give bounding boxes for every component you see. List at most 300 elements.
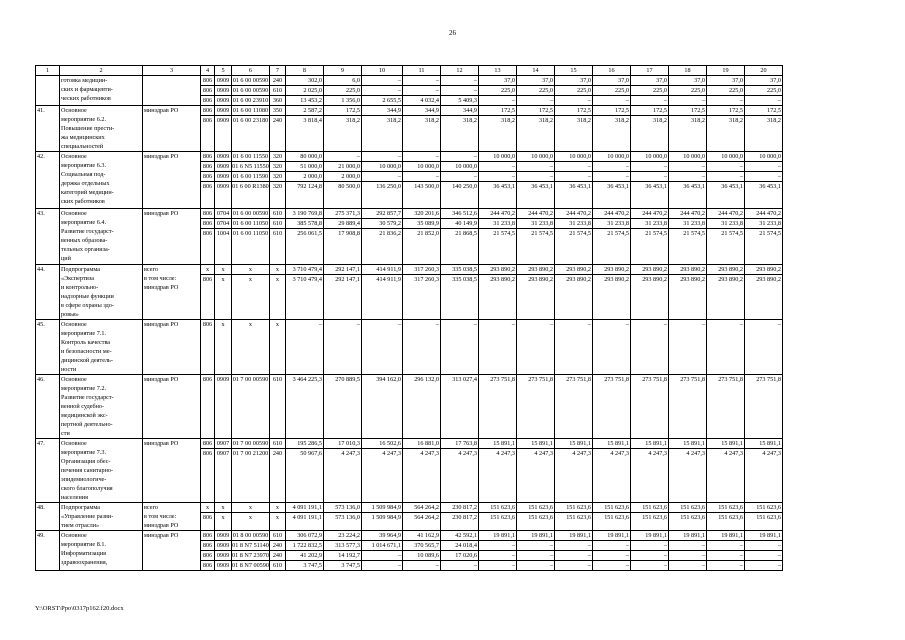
program-name-line: Социальная под-: [61, 171, 106, 178]
column-header: 18: [668, 66, 706, 76]
value-cell: –: [478, 541, 516, 551]
budget-table: [35, 65, 783, 571]
value-cell: –: [668, 320, 706, 375]
value-cell: 225,0: [478, 86, 516, 96]
column-header: 17: [630, 66, 668, 76]
value-cell: –: [440, 561, 478, 571]
value-cell: 10 000,0: [478, 152, 516, 162]
code-cell: 01 6 00 R1380: [232, 182, 270, 209]
value-cell: 3 747,5: [323, 561, 361, 571]
program-name-line: Основное: [61, 376, 87, 383]
value-cell: –: [516, 561, 554, 571]
value-cell: 30 579,2: [361, 219, 402, 229]
program-name: [60, 265, 143, 320]
value-cell: 2 000,0: [323, 172, 361, 182]
code-cell: 0909: [215, 86, 232, 96]
value-cell: 15 891,1: [668, 439, 706, 449]
code-cell: 240: [269, 449, 285, 503]
row-number: 47.: [36, 439, 60, 503]
value-cell: 318,2: [554, 116, 592, 152]
program-name-line: Основное: [61, 532, 87, 539]
value-cell: –: [402, 76, 440, 86]
value-cell: 293 890,2: [478, 275, 516, 320]
code-cell: 0909: [215, 96, 232, 106]
value-cell: 296 132,0: [402, 375, 440, 439]
value-cell: 151 623,6: [554, 513, 592, 531]
value-cell: –: [478, 162, 516, 172]
value-cell: 19 891,1: [744, 531, 782, 541]
value-cell: 318,2: [361, 116, 402, 152]
value-cell: 318,2: [478, 116, 516, 152]
value-cell: –: [554, 551, 592, 561]
code-cell: 01 7 00 00590: [232, 375, 270, 439]
value-cell: 225,0: [668, 86, 706, 96]
value-cell: –: [516, 172, 554, 182]
value-cell: 573 136,0: [323, 513, 361, 531]
value-cell: 293 890,2: [706, 275, 744, 320]
value-cell: 172,5: [554, 106, 592, 116]
value-cell: 1 509 984,9: [361, 503, 402, 513]
value-cell: 15 891,1: [592, 439, 630, 449]
value-cell: 256 061,5: [285, 229, 323, 265]
column-header: 7: [269, 66, 285, 76]
value-cell: 293 890,2: [706, 265, 744, 275]
value-cell: 151 623,6: [554, 503, 592, 513]
value-cell: 2 025,0: [285, 86, 323, 96]
code-cell: 320: [269, 152, 285, 162]
code-cell: 0909: [215, 152, 232, 162]
value-cell: –: [592, 320, 630, 375]
value-cell: 318,2: [516, 116, 554, 152]
column-header: 3: [143, 66, 201, 76]
value-cell: 293 890,2: [668, 275, 706, 320]
value-cell: 151 623,6: [668, 513, 706, 531]
value-cell: –: [592, 561, 630, 571]
value-cell: 335 038,5: [440, 275, 478, 320]
value-cell: 10 000,0: [592, 152, 630, 162]
code-cell: 01 8 00 00590: [232, 532, 269, 539]
code-cell: 610: [269, 86, 285, 96]
value-cell: 10 000,0: [440, 162, 478, 172]
code-cell: 01 6 00 11050: [232, 229, 270, 265]
value-cell: 370 565,7: [402, 541, 440, 551]
value-cell: 21 000,0: [323, 162, 361, 172]
value-cell: 293 890,2: [744, 275, 782, 320]
column-header: 19: [706, 66, 744, 76]
value-cell: –: [323, 320, 361, 375]
code-cell: x: [232, 265, 270, 275]
value-cell: 317 260,3: [402, 265, 440, 275]
value-cell: 172,5: [323, 106, 361, 116]
code-cell: 0909: [215, 76, 232, 86]
value-cell: –: [592, 96, 630, 106]
value-cell: 51 000,0: [285, 162, 323, 172]
value-cell: 306 072,9: [285, 531, 323, 541]
value-cell: 172,5: [706, 106, 744, 116]
code-cell: 806: [201, 209, 215, 219]
value-cell: 36 453,1: [554, 182, 592, 209]
value-cell: –: [554, 96, 592, 106]
value-cell: 31 233,8: [668, 219, 706, 229]
table-row: [36, 265, 783, 275]
code-cell: 01 8 N7 23970: [232, 552, 269, 559]
value-cell: 3 747,5: [285, 561, 323, 571]
value-cell: 1 509 984,9: [361, 513, 402, 531]
value-cell: –: [630, 172, 668, 182]
value-cell: 21 574,5: [706, 229, 744, 265]
value-cell: 31 233,8: [630, 219, 668, 229]
value-cell: 302,0: [285, 76, 323, 86]
value-cell: 80 500,0: [323, 182, 361, 209]
value-cell: 17 020,6: [440, 551, 478, 561]
code-cell: 1004: [215, 229, 232, 265]
program-name-line: ций: [61, 255, 71, 262]
code-cell: 806: [201, 172, 215, 182]
value-cell: 318,2: [592, 116, 630, 152]
value-cell: –: [516, 541, 554, 551]
code-cell: 0909: [215, 541, 232, 551]
value-cell: –: [592, 551, 630, 561]
program-name-line: жа медицинских: [61, 134, 105, 141]
value-cell: 21 574,5: [592, 229, 630, 265]
value-cell: 15 891,1: [516, 439, 554, 449]
code-cell: 806: [201, 152, 215, 162]
value-cell: 35 089,9: [402, 219, 440, 229]
value-cell: –: [440, 152, 478, 162]
value-cell: 2 655,5: [361, 96, 402, 106]
program-name-line: держка отдельных: [61, 180, 110, 187]
value-cell: –: [478, 172, 516, 182]
value-cell: 19 891,1: [592, 531, 630, 541]
column-header: 2: [60, 66, 143, 76]
value-cell: 36 453,1: [630, 182, 668, 209]
value-cell: –: [361, 152, 402, 162]
value-cell: 2 587,2: [285, 106, 323, 116]
value-cell: 275 371,3: [323, 209, 361, 219]
footer-file-path: Y:\ORST\Ppo\0317p162.f20.docx: [35, 605, 124, 612]
value-cell: 21 574,5: [744, 229, 782, 265]
value-cell: –: [478, 96, 516, 106]
table-row: [36, 320, 783, 375]
value-cell: 318,2: [706, 116, 744, 152]
value-cell: 225,0: [554, 86, 592, 96]
value-cell: 31 233,8: [744, 219, 782, 229]
value-cell: 4 247,3: [516, 449, 554, 503]
value-cell: –: [668, 561, 706, 571]
executor-line: в том числе:: [144, 275, 177, 282]
value-cell: 4 247,3: [706, 449, 744, 503]
program-name-line: ности: [61, 366, 77, 373]
table-row: [36, 375, 783, 439]
value-cell: 3 710 479,4: [285, 275, 323, 320]
value-cell: 573 136,0: [323, 503, 361, 513]
column-header: 9: [323, 66, 361, 76]
value-cell: 2 000,0: [285, 172, 323, 182]
value-cell: 564 264,2: [402, 503, 440, 513]
column-header: 11: [402, 66, 440, 76]
code-cell: 806: [201, 219, 215, 229]
value-cell: –: [706, 96, 744, 106]
program-name-line: Подпрограмма: [61, 504, 100, 511]
value-cell: 344,9: [440, 106, 478, 116]
code-cell: x: [269, 320, 285, 375]
value-cell: 273 751,8: [630, 375, 668, 439]
code-cell: 0704: [215, 209, 232, 219]
program-name: [60, 76, 143, 106]
program-name-line: и контрольно-: [61, 284, 99, 291]
value-cell: 230 817,2: [440, 503, 478, 513]
page-number: 26: [449, 29, 456, 37]
code-cell: 0909: [215, 551, 232, 561]
value-cell: 151 623,6: [744, 503, 782, 513]
value-cell: 36 453,1: [592, 182, 630, 209]
code-cell: x: [232, 503, 270, 513]
value-cell: 40 149,9: [440, 219, 478, 229]
program-name-line: печения санитарно-: [61, 467, 114, 474]
code-cell: 01 6 N5 11550: [232, 163, 269, 170]
value-cell: 1 722 832,5: [285, 541, 323, 551]
code-cell: x: [201, 503, 215, 513]
column-header: 5: [215, 66, 232, 76]
value-cell: 151 623,6: [478, 503, 516, 513]
program-name-line: мероприятие 6.4.: [61, 219, 107, 226]
value-cell: 293 890,2: [744, 265, 782, 275]
value-cell: 792 124,8: [285, 182, 323, 209]
code-cell: 01 8 N7 51140: [232, 542, 269, 549]
value-cell: –: [668, 541, 706, 551]
value-cell: 151 623,6: [668, 503, 706, 513]
value-cell: 31 233,8: [554, 219, 592, 229]
value-cell: –: [478, 320, 516, 375]
program-name-line: Подпрограмма: [61, 266, 100, 273]
program-name-line: ских работников: [61, 198, 105, 205]
program-name-line: здравоохранения,: [61, 559, 108, 566]
value-cell: –: [706, 162, 744, 172]
value-cell: –: [516, 96, 554, 106]
row-number: 42.: [36, 152, 60, 209]
code-cell: 01 7 00 00590: [232, 440, 269, 447]
code-cell: 01 6 00 11590: [232, 173, 269, 180]
value-cell: –: [668, 162, 706, 172]
program-name: [60, 503, 143, 531]
value-cell: 80 000,0: [285, 152, 323, 162]
code-cell: 01 6 00 23910: [232, 97, 269, 104]
value-cell: –: [630, 96, 668, 106]
value-cell: –: [744, 561, 782, 571]
executor: [143, 503, 201, 531]
table-row: [36, 152, 783, 162]
value-cell: 292 857,7: [361, 209, 402, 219]
value-cell: –: [361, 320, 402, 375]
value-cell: 21 852,0: [402, 229, 440, 265]
value-cell: 15 891,1: [478, 439, 516, 449]
value-cell: 21 868,5: [440, 229, 478, 265]
value-cell: 244 470,2: [744, 209, 782, 219]
value-cell: 172,5: [630, 106, 668, 116]
value-cell: –: [706, 561, 744, 571]
code-cell: x: [232, 513, 270, 531]
value-cell: 10 000,0: [402, 162, 440, 172]
table-row: [36, 209, 783, 219]
code-cell: 806: [201, 320, 215, 375]
program-name-line: населения: [61, 494, 88, 501]
value-cell: 19 891,1: [516, 531, 554, 541]
value-cell: –: [554, 561, 592, 571]
program-name-line: венной судебно-: [61, 403, 105, 410]
program-name-line: Информатизация: [61, 550, 107, 557]
code-cell: 610: [269, 531, 285, 541]
value-cell: 19 891,1: [478, 531, 516, 541]
value-cell: 36 453,1: [668, 182, 706, 209]
code-cell: 01 8 N7 00590: [232, 562, 269, 569]
value-cell: 5 409,3: [440, 96, 478, 106]
value-cell: 293 890,2: [592, 265, 630, 275]
value-cell: 244 470,2: [516, 209, 554, 219]
value-cell: –: [402, 86, 440, 96]
executor: минздрав РО: [143, 375, 201, 439]
row-number: 48.: [36, 503, 60, 531]
value-cell: –: [592, 541, 630, 551]
executor-line: в том числе:: [144, 513, 177, 520]
code-cell: 0909: [215, 116, 232, 152]
code-cell: 0907: [215, 449, 232, 503]
table-row: [36, 531, 783, 541]
value-cell: 6,0: [323, 76, 361, 86]
value-cell: 172,5: [744, 106, 782, 116]
code-cell: 0907: [215, 439, 232, 449]
value-cell: 293 890,2: [554, 275, 592, 320]
value-cell: –: [402, 152, 440, 162]
value-cell: 244 470,2: [630, 209, 668, 219]
value-cell: –: [744, 551, 782, 561]
value-cell: 313 577,3: [323, 541, 361, 551]
program-name-line: Основное: [61, 321, 87, 328]
value-cell: 4 247,3: [554, 449, 592, 503]
program-name-line: Основное: [61, 107, 87, 114]
code-cell: 0909: [215, 531, 232, 541]
row-number: 49.: [36, 531, 60, 571]
value-cell: –: [592, 172, 630, 182]
code-cell: 0909: [215, 375, 232, 439]
row-number: 46.: [36, 375, 60, 439]
value-cell: 172,5: [516, 106, 554, 116]
value-cell: 273 751,8: [592, 375, 630, 439]
value-cell: 151 623,6: [706, 513, 744, 531]
value-cell: –: [592, 162, 630, 172]
code-cell: 01 6 00 23180: [232, 116, 270, 152]
program-name-line: мероприятие 6.3.: [61, 162, 107, 169]
value-cell: 31 233,8: [592, 219, 630, 229]
value-cell: 394 162,0: [361, 375, 402, 439]
code-cell: 320: [269, 162, 285, 172]
code-cell: 0909: [215, 182, 232, 209]
program-name-line: венных образова-: [61, 237, 108, 244]
value-cell: 136 250,0: [361, 182, 402, 209]
value-cell: 19 891,1: [554, 531, 592, 541]
program-name-line: тельных организа-: [61, 246, 110, 253]
program-name: [60, 152, 143, 209]
program-name-line: мероприятие 6.2.: [61, 116, 107, 123]
value-cell: 4 247,3: [361, 449, 402, 503]
value-cell: 3 710 479,4: [285, 265, 323, 275]
value-cell: 293 890,2: [478, 265, 516, 275]
value-cell: 41 162,9: [402, 531, 440, 541]
column-header: 6: [232, 66, 270, 76]
value-cell: –: [744, 172, 782, 182]
column-header: 10: [361, 66, 402, 76]
code-cell: 240: [269, 76, 285, 86]
program-name-line: дицинской деятель-: [61, 357, 113, 364]
program-name-line: мероприятие 7.1.: [61, 330, 107, 337]
value-cell: 313 027,4: [440, 375, 478, 439]
program-name-line: надзорные функции: [61, 293, 114, 300]
value-cell: 225,0: [744, 86, 782, 96]
table-row: [36, 503, 783, 513]
value-cell: –: [630, 561, 668, 571]
program-name-line: Развитие государст-: [61, 394, 114, 401]
code-cell: 806: [201, 96, 215, 106]
value-cell: 29 889,4: [323, 219, 361, 229]
value-cell: 13 453,2: [285, 96, 323, 106]
value-cell: 293 890,2: [592, 275, 630, 320]
value-cell: –: [285, 320, 323, 375]
value-cell: –: [440, 172, 478, 182]
table-row: [36, 76, 783, 86]
code-cell: x: [215, 320, 232, 375]
value-cell: 37,0: [744, 76, 782, 86]
program-name-line: тием отрасли»: [61, 522, 100, 529]
value-cell: –: [630, 320, 668, 375]
column-header: 12: [440, 66, 478, 76]
value-cell: 273 751,8: [668, 375, 706, 439]
program-name-line: медицинской экс-: [61, 412, 108, 419]
code-cell: x: [269, 265, 285, 275]
value-cell: –: [361, 172, 402, 182]
value-cell: 10 000,0: [630, 152, 668, 162]
program-name-line: Основное: [61, 210, 87, 217]
program-name-line: «Управление разви-: [61, 513, 114, 520]
value-cell: 21 574,5: [554, 229, 592, 265]
value-cell: 4 247,3: [323, 449, 361, 503]
program-name-line: мероприятие 7.3.: [61, 449, 107, 456]
code-cell: 610: [269, 439, 285, 449]
value-cell: 292 147,1: [323, 275, 361, 320]
executor-line: всего: [144, 504, 158, 511]
value-cell: 273 751,8: [478, 375, 516, 439]
value-cell: 21 836,2: [361, 229, 402, 265]
value-cell: 273 751,8: [554, 375, 592, 439]
value-cell: 15 891,1: [630, 439, 668, 449]
column-header: 8: [285, 66, 323, 76]
code-cell: 610: [269, 219, 285, 229]
column-header: 1: [36, 66, 60, 76]
value-cell: 10 000,0: [554, 152, 592, 162]
value-cell: –: [440, 320, 478, 375]
executor: минздрав РО: [143, 320, 201, 375]
value-cell: 16 881,0: [402, 439, 440, 449]
value-cell: –: [402, 320, 440, 375]
code-cell: 806: [201, 106, 215, 116]
value-cell: 293 890,2: [554, 265, 592, 275]
program-name-line: Повышение прести-: [61, 125, 115, 132]
value-cell: 318,2: [323, 116, 361, 152]
column-header: 15: [554, 66, 592, 76]
code-cell: 350: [269, 106, 285, 116]
column-header: 14: [516, 66, 554, 76]
code-cell: 806: [201, 513, 215, 531]
program-name-line: в сфере охраны здо-: [61, 302, 114, 309]
value-cell: 318,2: [668, 116, 706, 152]
